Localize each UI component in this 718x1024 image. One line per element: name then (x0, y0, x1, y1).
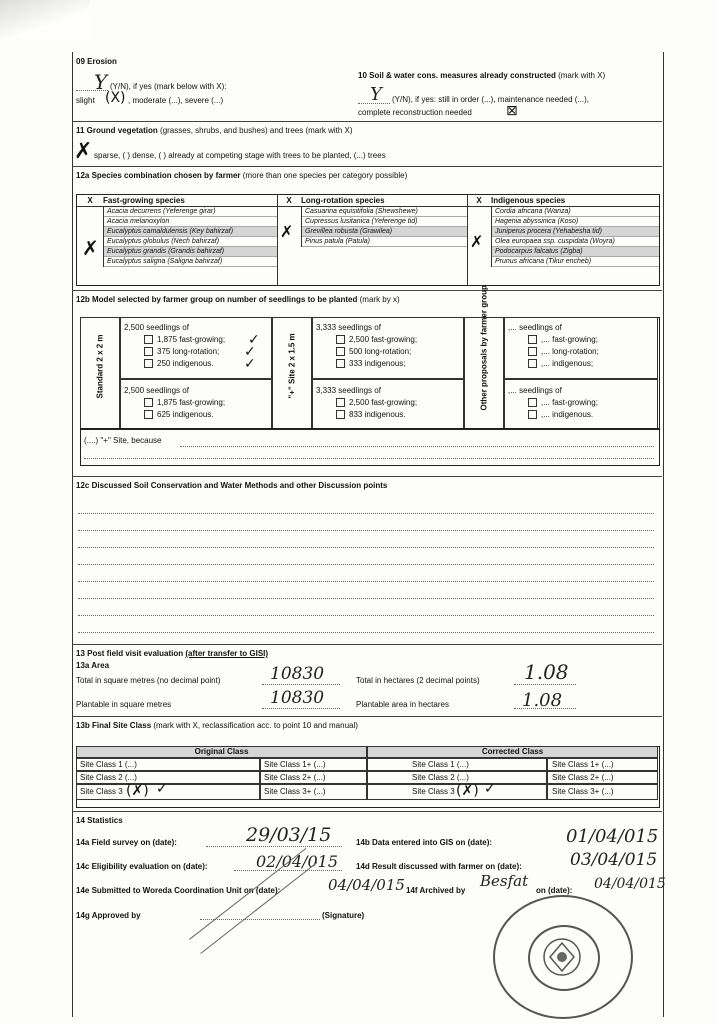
fast-species-list (103, 207, 277, 267)
indig-header-text: Indigenous species (491, 196, 566, 205)
woreda-submission-date[interactable]: 04/04/015 (328, 876, 405, 894)
other-b-check-0[interactable] (528, 398, 537, 407)
plus-a-text (316, 322, 417, 370)
post-eval-title (76, 649, 268, 658)
corr-site-class-1[interactable]: Site Class 1 (...) (367, 758, 547, 771)
signature-label: (Signature) (322, 911, 365, 920)
standard-b-text (124, 385, 225, 421)
plus-site-label: "+" Site 2 x 1.5 m (287, 333, 297, 399)
std-a-check-1[interactable] (144, 347, 153, 356)
plus-a-check-0[interactable] (336, 335, 345, 344)
species-title (76, 171, 407, 180)
orig-site-class-2plus[interactable]: Site Class 2+ (...) (260, 771, 367, 784)
std-b-0: 1,875 fast-growing; (157, 398, 226, 407)
other-a-head: ,... seedlings of (508, 323, 562, 332)
plus-a-0: 2,500 fast-growing; (349, 335, 418, 344)
std-b-check-1[interactable] (144, 410, 153, 419)
std-a-check-2[interactable] (144, 359, 153, 368)
final-class-title-rest: (mark with X, reclassification acc. to point 10 and manual) (153, 721, 358, 730)
other-b-0: ,... fast-growing; (541, 398, 598, 407)
plus-site-because-label: (....) "+" Site, because (84, 436, 162, 445)
discussion-line-5[interactable] (78, 581, 654, 582)
erosion-title: 09 Erosion (76, 57, 117, 66)
orig-class-3-x-mark: (✗) (126, 783, 149, 799)
species-fast-4: Eucalyptus grandis (Grandis bahirzaf) (104, 247, 277, 257)
other-a-check-1[interactable] (528, 347, 537, 356)
page-fold-shadow (0, 0, 90, 40)
discussion-line-2[interactable] (78, 530, 654, 531)
species-long-2: Grevillea robusta (Grawilea) (302, 227, 467, 237)
swc-yn-mark: Y (370, 84, 382, 105)
swc-line2: complete reconstruction needed (358, 108, 472, 117)
archived-date[interactable]: 04/04/015 (594, 876, 666, 892)
fast-x-header: X (87, 196, 93, 205)
plantable-ha-value[interactable]: 1.08 (522, 690, 563, 711)
vegetation-title-rest: (grasses, shrubs, and bushes) and trees (mark with X) (160, 126, 353, 135)
erosion-yn-mark: Y (94, 70, 108, 94)
eligibility-date[interactable]: 02/04/015 (256, 852, 339, 871)
species-indig-5: Prunus africana (Tikur encheb) (492, 257, 659, 267)
divider-13b (72, 716, 662, 717)
vegetation-sparse-x-mark: ✗ (74, 139, 93, 164)
plantable-sqm-line (262, 708, 340, 709)
species-indig-2: Juniperus procera (Yehabesha tid) (492, 227, 659, 237)
divider-11 (72, 121, 662, 122)
vegetation-options: sparse, ( ) dense, ( ) already at competing stage with trees to be planted, (...) trees (94, 151, 386, 160)
species-long-3: Pinus patula (Patula) (302, 237, 467, 247)
species-table (76, 194, 660, 286)
field-survey-line (206, 846, 342, 847)
species-fast-2: Eucalyptus camaldulensis (Key bahirzaf) (104, 227, 277, 237)
corr-site-class-3plus[interactable]: Site Class 3+ (...) (547, 784, 658, 800)
other-a-check-2[interactable] (528, 359, 537, 368)
discussion-line-1[interactable] (78, 513, 654, 514)
eligibility-label: 14c Eligibility evaluation on (date): (76, 862, 208, 871)
fast-header-text: Fast-growing species (103, 196, 185, 205)
orig-site-class-3plus[interactable]: Site Class 3+ (...) (260, 784, 367, 800)
swc-title-text: 10 Soil & water cons. measures already constructed (358, 71, 556, 80)
std-a-2: 250 indigenous. (157, 359, 214, 368)
discussion-line-7[interactable] (78, 615, 654, 616)
species-fast-3: Eucalyptus globulus (Nech bahirzaf) (104, 237, 277, 247)
discussed-farmer-label: 14d Result discussed with farmer on (date): (356, 862, 522, 871)
erosion-yn-line (76, 90, 108, 91)
indig-species-list (491, 207, 659, 267)
total-ha-label: Total in hectares (2 decimal points) (356, 676, 480, 685)
species-title-text: 12a Species combination chosen by farmer (76, 171, 241, 180)
other-b-1: ,... indigenous. (541, 410, 594, 419)
model-title-rest: (mark by x) (359, 295, 400, 304)
species-long-0: Casuarina equisitifolia (Shewshewe) (302, 207, 467, 217)
discussed-farmer-date[interactable]: 03/04/015 (570, 850, 658, 870)
field-survey-label: 14a Field survey on (date): (76, 838, 177, 847)
archived-on-label: on (date): (536, 886, 573, 895)
plantable-ha-line (514, 708, 576, 709)
other-b-head: ,... seedlings of (508, 386, 562, 395)
other-proposals-label: Other proposals by farmer group (479, 285, 489, 411)
erosion-slight-x-mark: (X) (105, 90, 126, 106)
area-title: 13a Area (76, 661, 110, 670)
other-b-text (508, 385, 598, 421)
discussion-title: 12c Discussed Soil Conservation and Water Methods and other Discussion points (76, 481, 388, 490)
final-class-title-text: 13b Final Site Class (76, 721, 152, 730)
orig-site-class-3-label: Site Class 3 (80, 787, 123, 796)
total-ha-value[interactable]: 1.08 (524, 660, 569, 684)
vegetation-title-text: 11 Ground vegetation (76, 126, 158, 135)
long-header-text: Long-rotation species (301, 196, 385, 205)
model-title-text: 12b Model selected by farmer group on number of seedlings to be planted (76, 295, 358, 304)
orig-site-class-2[interactable]: Site Class 2 (...) (76, 771, 260, 784)
long-x-header: X (286, 196, 292, 205)
std-b-head: 2,500 seedlings of (124, 386, 189, 395)
other-b-check-1[interactable] (528, 410, 537, 419)
species-fast-0: Acacia decurrens (Yeferenge girar) (104, 207, 277, 217)
discussion-line-6[interactable] (78, 598, 654, 599)
std-a-0: 1,875 fast-growing; (157, 335, 226, 344)
std-b-1: 625 indigenous. (157, 410, 214, 419)
woreda-submission-label: 14e Submitted to Woreda Coordination Unit on (date): (76, 886, 281, 895)
standard-label: Standard 2 x 2 m (95, 334, 105, 399)
swc-line1: (Y/N), if yes: still in order (...), maintenance needed (...), (392, 95, 589, 104)
std-a-1: 375 long-rotation; (157, 347, 220, 356)
std-a-tick-1: ✓ (244, 344, 256, 360)
std-b-check-0[interactable] (144, 398, 153, 407)
swc-title-suffix: (mark with X) (558, 71, 606, 80)
long-species-list (301, 207, 467, 247)
original-class-header: Original Class (76, 746, 367, 758)
total-ha-line (514, 684, 576, 685)
species-indig-4: Podocarpus falcatus (Zigba) (492, 247, 659, 257)
fast-camaldulensis-x-mark: ✗ (82, 236, 99, 260)
approved-by-label: 14g Approved by (76, 911, 141, 920)
plus-b-head: 3,333 seedlings of (316, 386, 381, 395)
plus-b-check-0[interactable] (336, 398, 345, 407)
corr-site-class-1plus[interactable]: Site Class 1+ (...) (547, 758, 658, 771)
fast-growing-header (77, 195, 277, 207)
species-indig-3: Olea europaea ssp. cuspidata (Woyra) (492, 237, 659, 247)
field-survey-date[interactable]: 29/03/15 (246, 824, 332, 846)
indig-x-header: X (476, 196, 482, 205)
other-a-check-0[interactable] (528, 335, 537, 344)
divider-14 (72, 811, 662, 812)
plus-a-check-1[interactable] (336, 347, 345, 356)
gis-entry-date[interactable]: 01/04/015 (566, 826, 659, 847)
post-eval-title-underlined: (after transfer to GISI) (185, 649, 269, 658)
divider-12c (72, 476, 662, 477)
other-a-1: ,... long-rotation; (541, 347, 599, 356)
divider-13 (72, 644, 662, 645)
std-a-tick-2: ✓ (244, 356, 256, 372)
species-long-1: Cupressus lusitanica (Yeferenge tid) (302, 217, 467, 227)
std-a-tick-0: ✓ (248, 332, 260, 348)
discussion-line-8[interactable] (78, 632, 654, 633)
model-title (76, 295, 400, 304)
archived-label: 14f Archived by (406, 886, 466, 895)
indigenous-header (467, 195, 659, 207)
species-title-rest: (more than one species per category possible) (242, 171, 408, 180)
orig-site-class-3[interactable] (76, 784, 260, 800)
post-eval-title-text: 13 Post field visit evaluation (76, 649, 184, 658)
standard-a-text (124, 322, 225, 370)
std-a-check-0[interactable] (144, 335, 153, 344)
plantable-ha-label: Plantable area in hectares (356, 700, 449, 709)
final-class-title (76, 721, 358, 730)
swc-title (358, 71, 605, 80)
std-a-head: 2,500 seedlings of (124, 323, 189, 332)
fast-growing-column (77, 195, 278, 285)
other-a-2: ,... indigenous; (541, 359, 594, 368)
erosion-severity-slight: slight (76, 96, 95, 105)
erosion-severity-rest: , moderate (...), severe (...) (128, 96, 224, 105)
other-a-0: ,... fast-growing; (541, 335, 598, 344)
discussion-line-4[interactable] (78, 564, 654, 565)
statistics-title: 14 Statistics (76, 816, 123, 825)
archived-by-signature[interactable]: Besfat (480, 872, 529, 890)
plus-a-1: 500 long-rotation; (349, 347, 412, 356)
orig-site-class-1[interactable]: Site Class 1 (...) (76, 758, 260, 771)
vegetation-title (76, 126, 353, 135)
plus-b-text (316, 385, 417, 421)
species-fast-1: Acacia melanoxylon (104, 217, 277, 227)
long-rotation-header (277, 195, 467, 207)
corr-site-class-2plus[interactable]: Site Class 2+ (...) (547, 771, 658, 784)
gis-entry-label: 14b Data entered into GIS on (date): (356, 838, 493, 847)
plus-a-head: 3,333 seedlings of (316, 323, 381, 332)
total-sqm-line (262, 684, 340, 685)
divider-12b (72, 290, 662, 291)
because-line-1[interactable] (180, 446, 654, 447)
total-sqm-value[interactable]: 10830 (270, 664, 325, 684)
corr-class-3-tick: ✓ (484, 781, 496, 797)
discussion-line-3[interactable] (78, 547, 654, 548)
species-fast-5: Eucalyptus saligna (Saligna bahirzaf) (104, 257, 277, 267)
erosion-yn-text: (Y/N), if yes (mark below with X): (110, 82, 227, 91)
plus-a-2: 333 indigenous; (349, 359, 406, 368)
corrected-class-header: Corrected Class (367, 746, 658, 758)
total-sqm-label: Total in square metres (no decimal point) (76, 676, 221, 685)
swc-reconstruction-x-mark: ⊠ (506, 103, 518, 119)
seal-emblem-icon (540, 935, 584, 979)
other-a-text (508, 322, 599, 370)
long-rotation-column (277, 195, 468, 285)
because-box (80, 428, 660, 466)
orig-site-class-1plus[interactable]: Site Class 1+ (...) (260, 758, 367, 771)
plus-a-check-2[interactable] (336, 359, 345, 368)
corr-site-class-2[interactable]: Site Class 2 (...) (367, 771, 547, 784)
plantable-sqm-value[interactable]: 10830 (270, 688, 325, 708)
orig-class-3-tick: ✓ (156, 781, 168, 797)
corr-class-3-x-mark: (✗) (456, 783, 479, 799)
indigenous-column (467, 195, 659, 285)
plus-b-0: 2,500 fast-growing; (349, 398, 418, 407)
corr-site-class-3-label: Site Class 3 (412, 787, 455, 796)
plus-b-check-1[interactable] (336, 410, 345, 419)
long-cupressus-x-mark: ✗ (280, 222, 294, 241)
swc-yn-line (358, 103, 390, 104)
species-indig-0: Cordia africana (Wanza) (492, 207, 659, 217)
plus-b-1: 833 indigenous. (349, 410, 406, 419)
because-line-2[interactable] (84, 458, 654, 459)
divider-12a (72, 166, 662, 167)
indig-juniperus-x-mark: ✗ (470, 232, 484, 251)
plantable-sqm-label: Plantable in square metres (76, 700, 172, 709)
species-indig-1: Hagenia abyssinica (Koso) (492, 217, 659, 227)
